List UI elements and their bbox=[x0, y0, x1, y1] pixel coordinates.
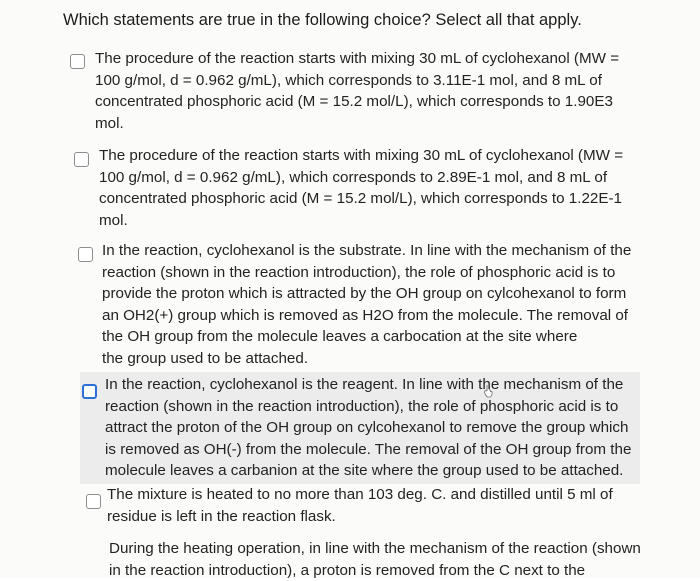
answer-option-5-text: The mixture is heated to no more than 103 deg. C. and distilled until 5 ml of residue is left in the reaction flask. bbox=[107, 486, 613, 525]
checkbox-option-1[interactable] bbox=[70, 54, 85, 69]
answer-option-5[interactable] bbox=[84, 484, 644, 534]
checkbox-option-2[interactable] bbox=[74, 152, 89, 167]
mouse-cursor-icon bbox=[483, 384, 493, 398]
answer-option-2[interactable] bbox=[72, 144, 692, 236]
checkbox-option-3[interactable] bbox=[78, 247, 93, 262]
checkbox-option-4[interactable] bbox=[82, 384, 97, 399]
answer-option-1-text: The procedure of the reaction starts with mixing 30 mL of cyclohexanol (MW = 100 g/mol, d = 0.962 g/mL), which corresponds to 3.11E-1 mol, and 8 mL of concentrated phosphoric acid (M = 15.2 mol/L), which corresponds to 1.90E3 mol. bbox=[95, 50, 620, 132]
question-prompt: Which statements are true in the following choice? Select all that apply. bbox=[63, 11, 582, 29]
answer-option-2-text: The procedure of the reaction starts with mixing 30 mL of cyclohexanol (MW = 100 g/mol, d = 0.962 g/mL), which corresponds to 2.89E-1 mol, and 8 mL of concentrated phosphoric acid (M = 15.2 mol/L), which corresponds to 1.22E-1 mol. bbox=[99, 147, 624, 229]
answer-option-6[interactable] bbox=[88, 538, 648, 578]
answer-option-3[interactable] bbox=[76, 237, 692, 371]
answer-option-3-text: In the reaction, cyclohexanol is the substrate. In line with the mechanism of the reaction (shown in the reaction introduction), the role of phosphoric acid is to provide the proton which is attracted by the OH group on cylcohexanol to form an OH2(+) group which is removed as H2O from the molecule. The removal of the OH group from the molecule leaves a carbocation at the site where the group used to be attached. bbox=[102, 242, 632, 367]
answer-option-4[interactable] bbox=[80, 372, 640, 484]
answer-option-1[interactable] bbox=[68, 44, 688, 142]
answer-option-6-text: During the heating operation, in line with the mechanism of the reaction (shown in the reaction introduction), a proton is removed from the C next to the bbox=[109, 540, 641, 579]
answer-option-4-text: In the reaction, cyclohexanol is the reagent. In line with the mechanism of the reaction (shown in the reaction introduction), the role of phosphoric acid is to attract the proton of the OH group on cylcohexanol to remove the group which is removed as OH(-) from the molecule. The removal of the OH group from the molecule leaves a carbanion at the site where the group used to be attached. bbox=[105, 376, 632, 480]
checkbox-option-5[interactable] bbox=[86, 494, 101, 509]
